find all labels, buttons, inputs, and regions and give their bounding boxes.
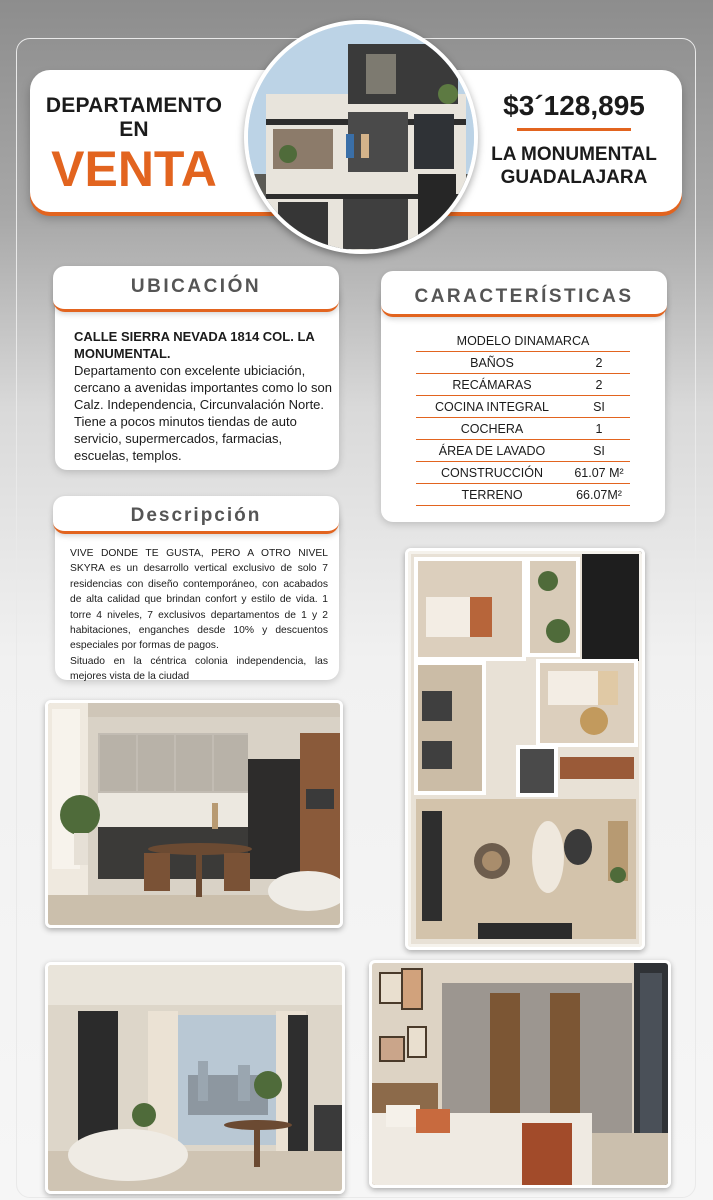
address: CALLE SIERRA NEVADA 1814 COL. LA MONUMENTAL. xyxy=(74,329,315,361)
feature-row-model xyxy=(416,330,630,352)
listing-title: VENTA xyxy=(51,141,217,197)
description-paragraph: Situado en la céntrica colonia independencia, las mejores vista de la ciudad xyxy=(70,655,328,683)
feature-label: CONSTRUCCIÓN xyxy=(416,462,568,484)
listing-subtitle: DEPARTAMENTO EN xyxy=(45,94,223,141)
location-line-1: LA MONUMENTAL xyxy=(491,144,657,165)
feature-label: COCHERA xyxy=(416,418,568,440)
feature-value: SI xyxy=(568,396,630,418)
feature-label: ÁREA DE LAVADO xyxy=(416,440,568,462)
building-exterior-photo xyxy=(244,20,478,254)
feature-row xyxy=(416,396,630,418)
feature-value: 61.07 M² xyxy=(568,462,630,484)
feature-row xyxy=(416,352,630,374)
descripcion-heading-text: Descripción xyxy=(130,505,262,526)
kitchen-dining-photo xyxy=(45,700,343,928)
caracteristicas-heading xyxy=(381,271,667,317)
ubicacion-heading xyxy=(53,266,339,312)
descripcion-heading xyxy=(53,496,339,534)
ubicacion-text xyxy=(74,328,336,464)
floor-plan-render xyxy=(405,548,645,950)
description-paragraph: VIVE DONDE TE GUSTA, PERO A OTRO NIVEL SKYRA es un desarrollo vertical exclusivo de solo 7 residencias con diseño contemporáneo, con acabados de alta calidad que brindan confort y estilo de vida. 1 torre 4 niveles, 7 exclusivos departamentos de 1 y 2 habitaciones, enganches desde 10% y descuentos especiales por formas de pagos. xyxy=(70,548,328,652)
location-description: Departamento con excelente ubiciación, cercano a avenidas importantes como lo son Calz. Independencia, Circunvalación Norte. Tiene a pocos minutos tiendas de auto servicio, supermercados, farmacias, escuelas, templos. xyxy=(74,363,332,463)
feature-row xyxy=(416,462,630,484)
living-room-photo xyxy=(45,962,345,1194)
feature-label: BAÑOS xyxy=(416,352,568,374)
feature-label: TERRENO xyxy=(416,484,568,506)
feature-row xyxy=(416,484,630,506)
ubicacion-heading-text: UBICACIÓN xyxy=(130,276,262,297)
caracteristicas-heading-text: CARACTERÍSTICAS xyxy=(414,286,634,307)
description-text xyxy=(70,546,328,685)
feature-row xyxy=(416,440,630,462)
feature-label: COCINA INTEGRAL xyxy=(416,396,568,418)
price: $3´128,895 xyxy=(503,90,645,121)
price-block xyxy=(484,90,664,189)
listing-type xyxy=(38,94,230,197)
feature-value: 1 xyxy=(568,418,630,440)
location-line-2: GUADALAJARA xyxy=(500,167,648,188)
price-underline xyxy=(517,128,631,131)
model-name: MODELO DINAMARCA xyxy=(416,330,630,352)
feature-value: 2 xyxy=(568,374,630,396)
feature-label: RECÁMARAS xyxy=(416,374,568,396)
bedroom-photo xyxy=(369,960,671,1188)
feature-value: 66.07M² xyxy=(568,484,630,506)
feature-value: SI xyxy=(568,440,630,462)
feature-value: 2 xyxy=(568,352,630,374)
features-table xyxy=(416,330,630,506)
feature-row xyxy=(416,374,630,396)
feature-row xyxy=(416,418,630,440)
